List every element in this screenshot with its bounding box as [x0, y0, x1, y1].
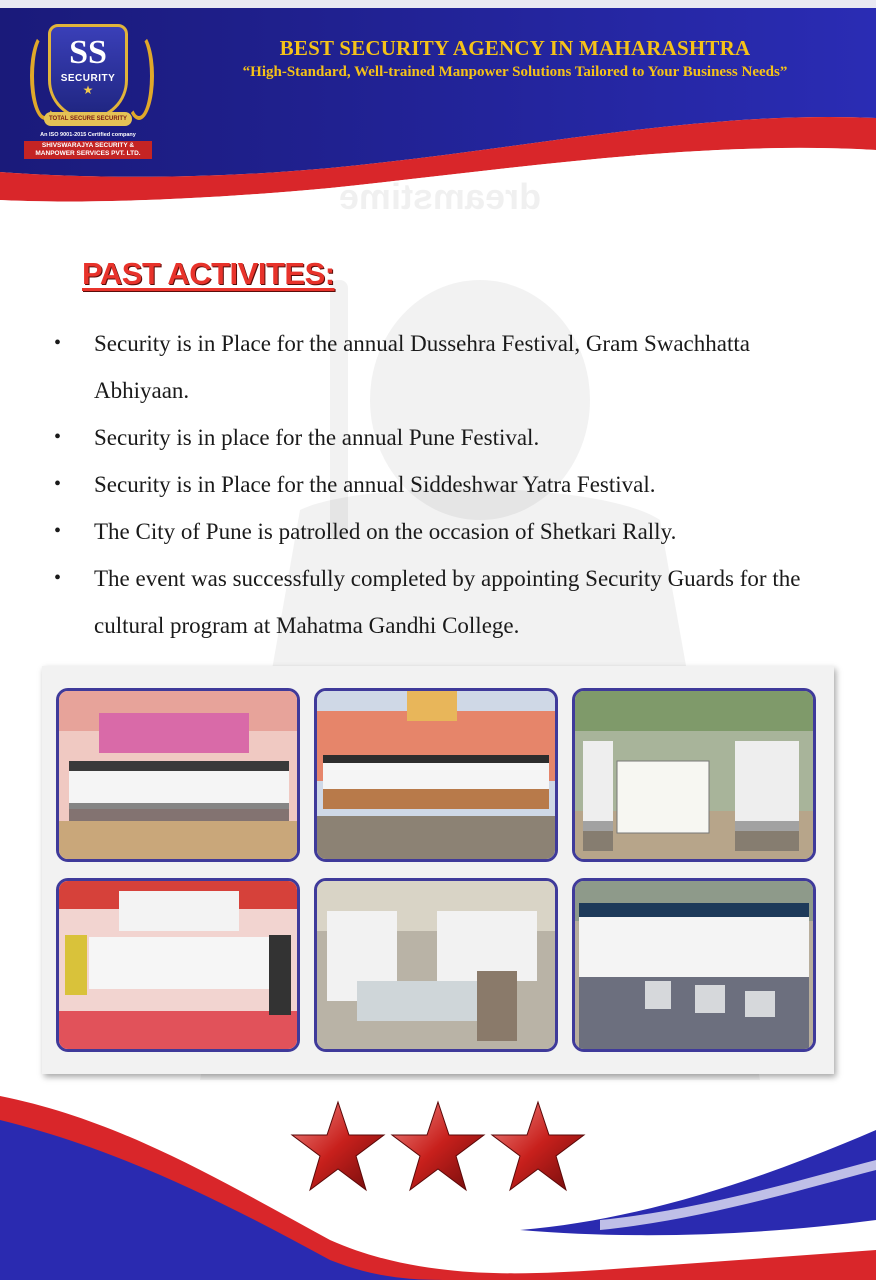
list-item: • Security is in place for the annual Pune Festival.: [52, 414, 842, 461]
photo-food-service: [314, 878, 558, 1052]
logo-ribbon: TOTAL SECURE SECURITY: [44, 112, 132, 126]
photo-banner-rally: [572, 688, 816, 862]
logo-company-line2: MANPOWER SERVICES PVT. LTD.: [35, 150, 141, 157]
activities-list: [52, 320, 842, 649]
logo-word: SECURITY: [60, 73, 116, 84]
photo-temple-guards: [314, 688, 558, 862]
photo-hall-group: [56, 878, 300, 1052]
star-icon: ★: [82, 83, 94, 97]
list-item: • Security is in Place for the annual Dussehra Festival, Gram Swachhatta Abhiyaan.: [52, 320, 842, 414]
shield-icon: [48, 24, 128, 120]
rating-stars: [288, 1100, 588, 1200]
star-icon: [292, 1102, 384, 1190]
section-heading: PAST ACTIVITES:: [82, 256, 335, 291]
company-logo: [20, 14, 156, 164]
star-icon: [392, 1102, 484, 1190]
logo-company-line1: SHIVSWARAJYA SECURITY &: [41, 142, 135, 149]
header-tagline: “High-Standard, Well-trained Manpower Solutions Tailored to Your Business Needs”: [242, 64, 788, 80]
laurel-right-icon: [124, 32, 154, 120]
logo-initials: SS: [69, 34, 107, 71]
star-icon: [492, 1102, 584, 1190]
photo-stage-group: [56, 688, 300, 862]
list-item: • The City of Pune is patrolled on the occasion of Shetkari Rally.: [52, 508, 842, 555]
header-title: BEST SECURITY AGENCY IN MAHARASHTRA: [279, 36, 751, 60]
logo-company-name: [24, 141, 152, 159]
photo-collage: [42, 666, 834, 1074]
logo-iso-text: An ISO 9001-2015 Certified company: [40, 132, 136, 138]
photo-guards-buckets: [572, 878, 816, 1052]
list-item: • Security is in Place for the annual Siddeshwar Yatra Festival.: [52, 461, 842, 508]
watermark-text: dreamstime: [338, 176, 542, 217]
list-item: • The event was successfully completed by appointing Security Guards for the cultural program at Mahatma Gandhi College.: [52, 555, 842, 649]
